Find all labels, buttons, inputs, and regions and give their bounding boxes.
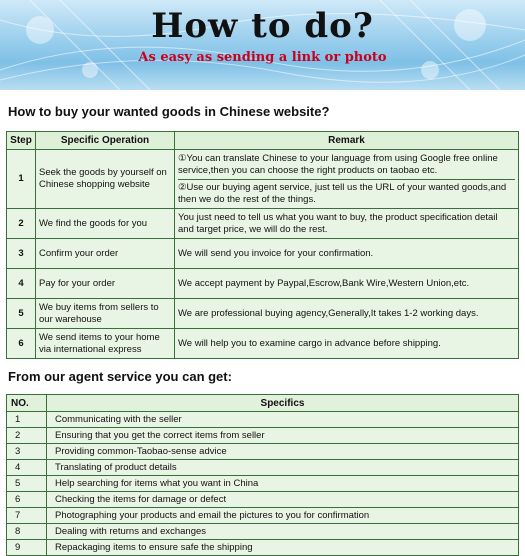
item-number: 9 [7,540,47,556]
item-text: Help searching for items what you want in China [47,476,519,492]
item-number: 2 [7,428,47,444]
steps-table [6,131,519,359]
banner-subtitle: As easy as sending a link or photo [138,50,387,65]
col-no: NO. [7,395,47,412]
step-remark: You just need to tell us what you want to buy, the product specification detail and target price, we will do the rest. [175,209,519,239]
table-row [7,428,519,444]
item-number: 4 [7,460,47,476]
step-number: 6 [7,329,36,359]
step-operation: Pay for your order [36,269,175,299]
table-row [7,460,519,476]
step-remark: We are professional buying agency,Generally,It takes 1-2 working days. [175,299,519,329]
remark-option-2: ②Use our buying agent service, just tell us the URL of your wanted goods,and then we do the rest of the things. [178,181,507,205]
section2-heading: From our agent service you can get: [8,369,232,384]
header-banner [0,0,525,90]
steps-table-header [7,132,519,150]
step-number: 5 [7,299,36,329]
step-remark [175,150,519,209]
table-row [7,476,519,492]
item-number: 7 [7,508,47,524]
step-operation: We send items to your home via international express [36,329,175,359]
table-row [7,299,519,329]
table-row [7,209,519,239]
item-text: Providing common-Taobao-sense advice [47,444,519,460]
step-number: 1 [7,150,36,209]
col-remark: Remark [175,132,519,150]
item-number: 6 [7,492,47,508]
table-row [7,412,519,428]
item-number: 1 [7,412,47,428]
step-number: 3 [7,239,36,269]
col-operation: Specific Operation [36,132,175,150]
item-number: 8 [7,524,47,540]
banner-title: How to do? [151,6,374,46]
step-remark: We will help you to examine cargo in advance before shipping. [175,329,519,359]
col-step: Step [7,132,36,150]
item-number: 5 [7,476,47,492]
step-operation: Seek the goods by yourself on Chinese shopping website [36,150,175,209]
table-row [7,150,519,209]
step-operation: Confirm your order [36,239,175,269]
item-text: Ensuring that you get the correct items from seller [47,428,519,444]
step-number: 4 [7,269,36,299]
item-text: Dealing with returns and exchanges [47,524,519,540]
table-row [7,239,519,269]
step-number: 2 [7,209,36,239]
table-row [7,329,519,359]
table-row [7,540,519,556]
step-remark: We will send you invoice for your confirmation. [175,239,519,269]
specifics-table [6,394,519,556]
remark-option-1: ①You can translate Chinese to your language from using Google free online service,then you can choose the right products on taobao etc. [178,152,515,180]
step-remark: We accept payment by Paypal,Escrow,Bank Wire,Western Union,etc. [175,269,519,299]
table-row [7,444,519,460]
specifics-table-header [7,395,519,412]
table-row [7,508,519,524]
table-row [7,492,519,508]
section1-heading: How to buy your wanted goods in Chinese website? [8,104,330,119]
item-text: Repackaging items to ensure safe the shipping [47,540,519,556]
item-text: Translating of product details [47,460,519,476]
item-text: Checking the items for damage or defect [47,492,519,508]
step-operation: We buy items from sellers to our warehouse [36,299,175,329]
item-text: Communicating with the seller [47,412,519,428]
table-row [7,524,519,540]
col-specifics: Specifics [47,395,519,412]
item-text: Photographing your products and email the pictures to you for confirmation [47,508,519,524]
table-row [7,269,519,299]
step-operation: We find the goods for you [36,209,175,239]
item-number: 3 [7,444,47,460]
